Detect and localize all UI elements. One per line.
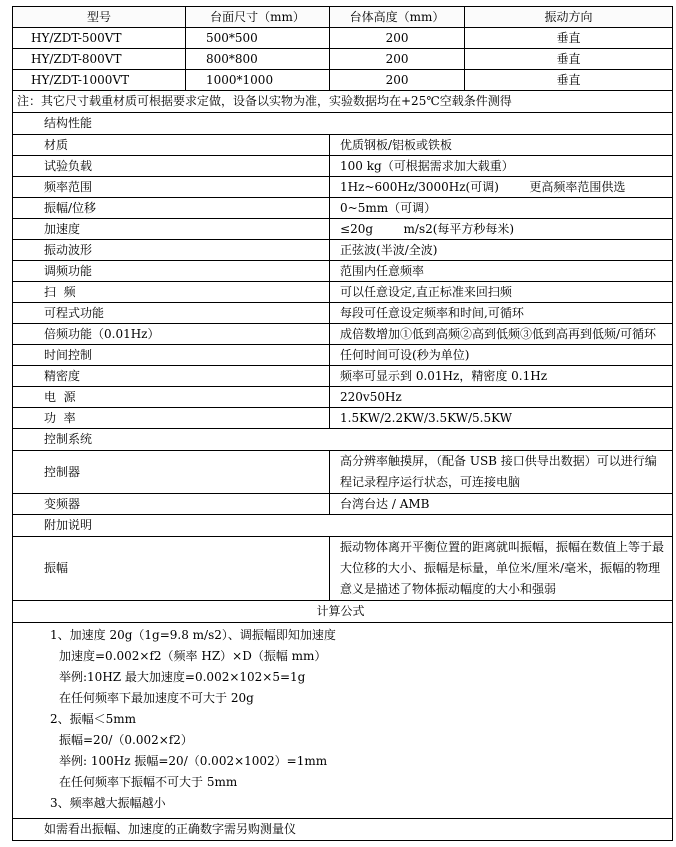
table-row [13,494,673,515]
table-row [13,177,673,198]
formula-line: 举例: 100Hz 振幅=20/（0.002×1002）=1mm [59,754,328,768]
formula-line: 在任何频率下振幅不可大于 5mm [59,775,238,789]
spec-label: 材质 [13,135,330,156]
section-structure [13,113,673,135]
spec-label: 控制器 [13,451,330,494]
table-row [13,49,673,70]
table-row [13,537,673,601]
header-height: 台体高度（mm） [330,7,465,28]
spec-label: 加速度 [13,219,330,240]
formula-line: 举例:10HZ 最大加速度=0.002×102×5=1g [59,670,306,684]
direction-cell: 垂直 [465,49,673,70]
table-row [13,28,673,49]
height-cell: 200 [330,49,465,70]
table-row [13,219,673,240]
spec-value: 振动物体离开平衡位置的距离就叫振幅，振幅在数值上等于最大位移的大小、振幅是标量，单位米/厘米/毫米，振幅的物理意义是描述了物体振动幅度的大小和强弱 [330,537,673,601]
spec-label: 调频功能 [13,261,330,282]
table-row [13,282,673,303]
direction-cell: 垂直 [465,70,673,91]
section-notes [13,515,673,537]
table-row [13,366,673,387]
spec-value: 0~5mm（可调） [330,198,673,219]
table-row [13,345,673,366]
size-cell: 500*500 [186,28,330,49]
section-title: 计算公式 [13,601,673,623]
formula-line: 振幅=20/（0.002×f2） [59,733,193,747]
spec-value: 1Hz~600Hz/3000Hz(可调) 更高频率范围供选 [330,177,673,198]
spec-label: 振幅/位移 [13,198,330,219]
spec-value: 范围内任意频率 [330,261,673,282]
header-direction: 振动方向 [465,7,673,28]
spec-value: 每段可任意设定频率和时间,可循环 [330,303,673,324]
spec-label: 变频器 [13,494,330,515]
size-cell: 800*800 [186,49,330,70]
header-table-size: 台面尺寸（mm） [186,7,330,28]
spec-value: 1.5KW/2.2KW/3.5KW/5.5KW [330,408,673,429]
size-cell: 1000*1000 [186,70,330,91]
model-cell: HY/ZDT-500VT [13,28,186,49]
section-title: 结构性能 [13,113,673,135]
formula-line: 1、加速度 20g（1g=9.8 m/s2）、调振幅即知加速度 [50,628,336,642]
header-model: 型号 [13,7,186,28]
spec-value: 可以任意设定,直正标准来回扫频 [330,282,673,303]
spec-value: 优质钢板/铝板或铁板 [330,135,673,156]
formula-line: 2、振幅＜5mm [50,712,137,726]
section-formula [13,601,673,623]
table-row [13,408,673,429]
section-title: 控制系统 [13,429,673,451]
section-title: 附加说明 [13,515,673,537]
spec-label: 可程式功能 [13,303,330,324]
spec-label: 扫 频 [13,282,330,303]
spec-label: 振动波形 [13,240,330,261]
spec-label: 试验负载 [13,156,330,177]
spec-value: 高分辨率触摸屏，（配备 USB 接口供导出数据）可以进行编程记录程序运行状态，可连接电脑 [330,451,673,494]
formula-body-row [13,623,673,819]
footer-text: 如需看出振幅、加速度的正确数字需另购测量仪 [13,819,673,841]
spec-label: 精密度 [13,366,330,387]
direction-cell: 垂直 [465,28,673,49]
model-cell: HY/ZDT-1000VT [13,70,186,91]
table-row [13,198,673,219]
spec-table [12,6,673,841]
formula-line: 3、频率越大振幅越小 [50,796,166,810]
table-row [13,387,673,408]
table-row [13,451,673,494]
formula-body [13,623,673,819]
spec-value: 台湾台达 / AMB [330,494,673,515]
table-row [13,303,673,324]
spec-value: 任何时间可设(秒为单位) [330,345,673,366]
spec-label: 倍频功能（0.01Hz） [13,324,330,345]
height-cell: 200 [330,28,465,49]
model-cell: HY/ZDT-800VT [13,49,186,70]
spec-value: 220v50Hz [330,387,673,408]
spec-label: 频率范围 [13,177,330,198]
note-row [13,91,673,113]
spec-value: 成倍数增加①低到高频②高到低频③低到高再到低频/可循环 [330,324,673,345]
formula-line: 加速度=0.002×f2（频率 HZ）×D（振幅 mm） [59,649,327,663]
table-row [13,240,673,261]
table-row [13,324,673,345]
note-text: 注：其它尺寸载重材质可根据要求定做，设备以实物为准，实验数据均在+25℃空载条件测得 [13,91,673,113]
section-control [13,429,673,451]
table-row [13,261,673,282]
spec-value: 频率可显示到 0.01Hz，精密度 0.1Hz [330,366,673,387]
spec-value: ≤20g m/s2(每平方秒每米) [330,219,673,240]
spec-value: 100 kg（可根据需求加大载重） [330,156,673,177]
spec-header-row [13,7,673,28]
table-row [13,156,673,177]
spec-label: 时间控制 [13,345,330,366]
table-row [13,135,673,156]
spec-sheet [12,6,672,841]
spec-label: 电 源 [13,387,330,408]
footer-row [13,819,673,841]
table-row [13,70,673,91]
spec-value: 正弦波(半波/全波) [330,240,673,261]
spec-label: 功 率 [13,408,330,429]
height-cell: 200 [330,70,465,91]
spec-label: 振幅 [13,537,330,601]
formula-line: 在任何频率下最加速度不可大于 20g [59,691,254,705]
